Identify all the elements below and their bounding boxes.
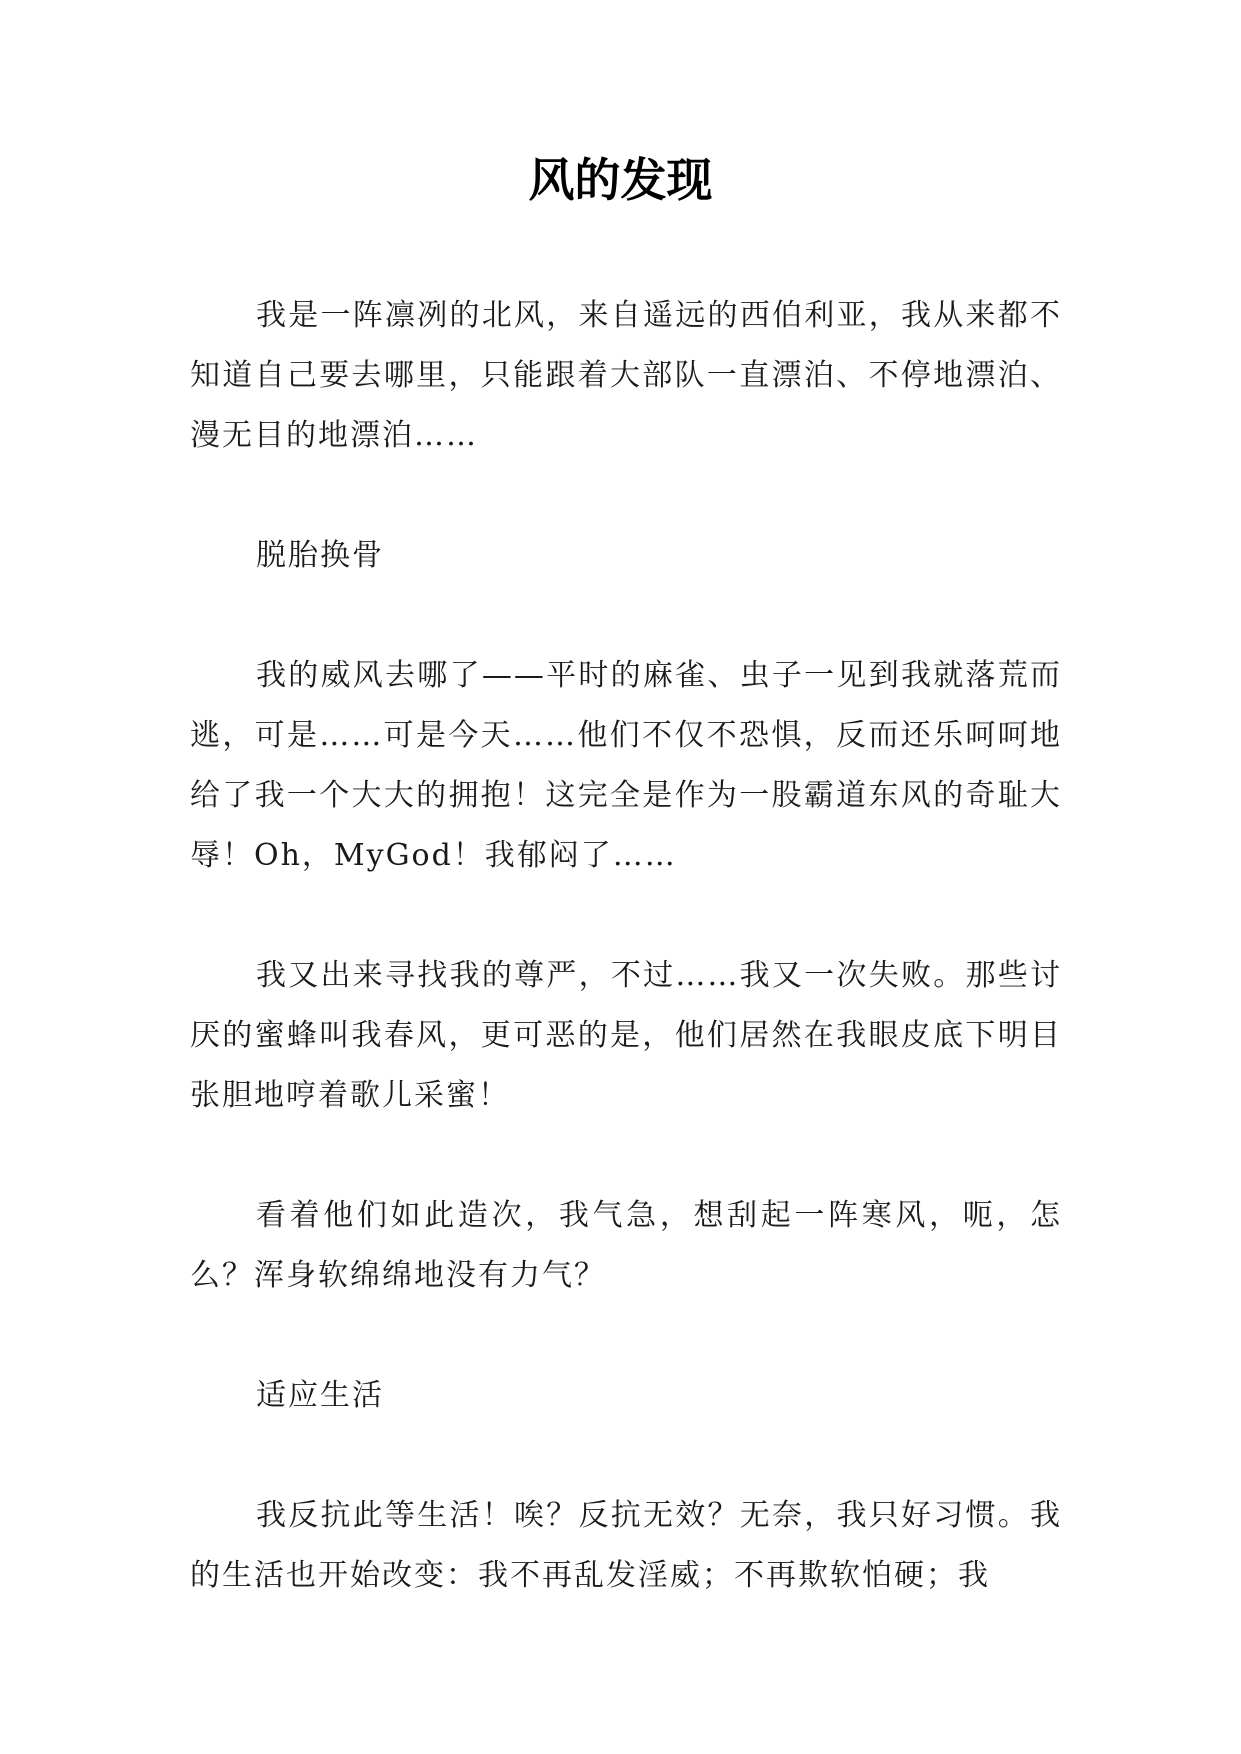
paragraph-adapt: 我反抗此等生活！唉？反抗无效？无奈，我只好习惯。我的生活也开始改变：我不再乱发淫威；不再欺软怕硬；我 [190,1498,1062,1593]
paragraph-lost-prestige: 我的威风去哪了——平时的麻雀、虫子一见到我就落荒而逃，可是……可是今天……他们不仅不恐惧，反而还乐呵呵地给了我一个大大的拥抱！这完全是作为一股霸道东风的奇耻大辱！Oh，MyGod！我郁闷了…… [190,658,1062,873]
document-title: 风的发现 [528,153,713,207]
document-body [190,286,1062,1666]
section-heading-adapt-life: 适应生活 [256,1378,384,1413]
section-heading-transformation: 脱胎换骨 [256,538,384,573]
paragraph-no-strength: 看着他们如此造次，我气急，想刮起一阵寒风，呃，怎么？浑身软绵绵地没有力气？ [190,1198,1062,1293]
paragraph-intro: 我是一阵凛冽的北风，来自遥远的西伯利亚，我从来都不知道自己要去哪里，只能跟着大部队一直漂泊、不停地漂泊、漫无目的地漂泊…… [190,298,1062,453]
paragraph-seek-dignity: 我又出来寻找我的尊严，不过……我又一次失败。那些讨厌的蜜蜂叫我春风，更可恶的是，他们居然在我眼皮底下明目张胆地哼着歌儿采蜜！ [190,958,1062,1113]
